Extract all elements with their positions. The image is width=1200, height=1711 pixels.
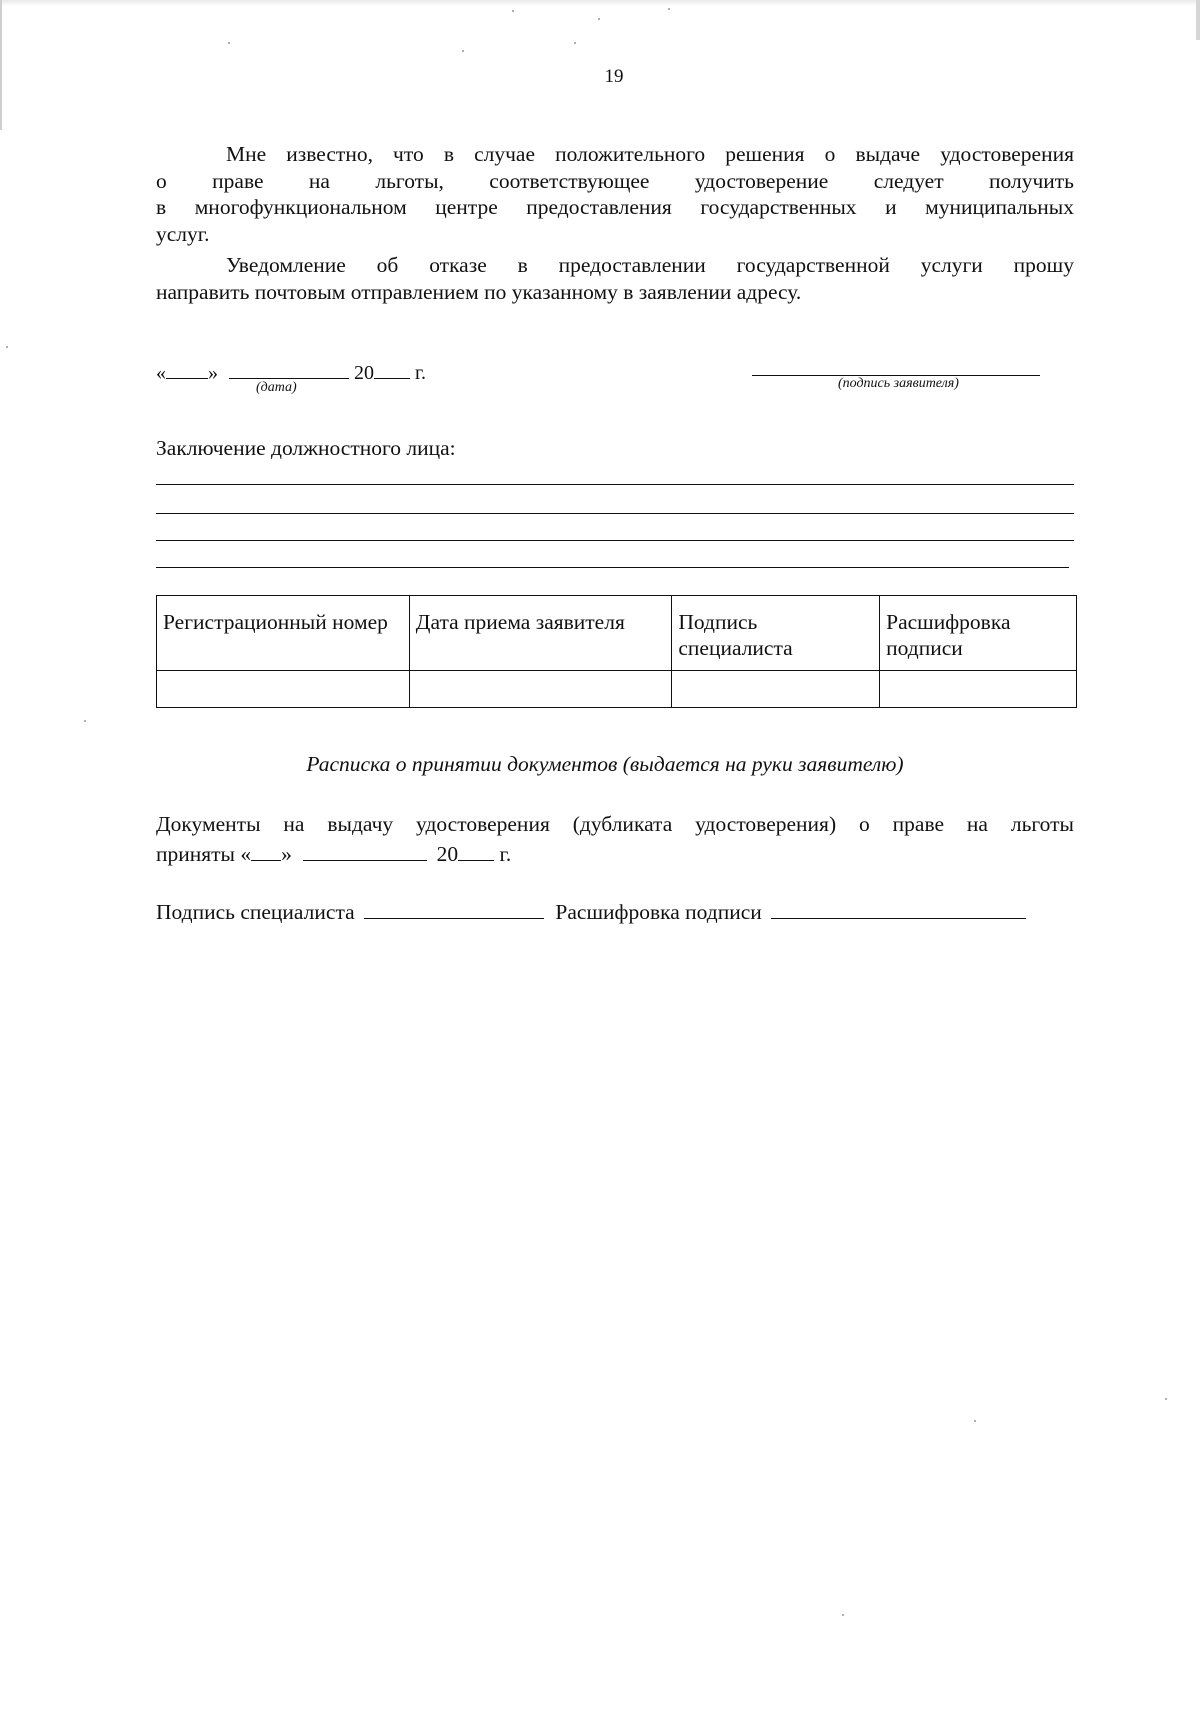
receipt-signature-row (156, 896, 1026, 925)
known-line-2: о праве на льготы, соответствующее удостоверение следует получить (156, 168, 1074, 193)
conclusion-line-1[interactable] (156, 484, 1074, 485)
conclusion-label: Заключение должностного лица: (156, 436, 456, 460)
scan-edge-left (0, 0, 2, 130)
specialist-signature-label: Подпись специалиста (156, 900, 355, 924)
known-paragraph (156, 141, 1074, 247)
scan-speck (84, 720, 86, 722)
specialist-signature-blank[interactable] (364, 896, 544, 919)
registration-table (156, 595, 1077, 708)
scan-speck (842, 1614, 844, 1616)
accepted-label: приняты « (156, 841, 252, 866)
receipt-line-1: Документы на выдачу удостоверения (дубликата удостоверения) о праве на льготы (156, 812, 1074, 836)
page-number: 19 (604, 66, 624, 87)
day-blank[interactable] (166, 356, 208, 379)
header-specialist-signature: Подпись специалиста (672, 596, 880, 671)
receipt-title: Расписка о принятии документов (выдается на руки заявителю) (306, 752, 904, 776)
known-line-1: Мне известно, что в случае положительного решения о выдаче удостоверения (226, 142, 1074, 166)
scan-speck (6, 346, 8, 348)
cell-specialist-signature[interactable] (672, 671, 880, 708)
notice-line-1: Уведомление об отказе в предоставлении государственной услуги прошу (226, 253, 1074, 277)
header-registration-number: Регистрационный номер (157, 596, 410, 671)
conclusion-line-4[interactable] (156, 567, 1069, 568)
known-line-3: в многофункциональном центре предоставления государственных и муниципальных (156, 195, 1074, 219)
conclusion-line-3[interactable] (156, 540, 1074, 541)
scan-speck (598, 18, 600, 20)
known-line-4: услуг. (156, 221, 210, 246)
date-quote-open: « (156, 362, 166, 384)
scan-speck (574, 42, 576, 44)
notice-line-2: направить почтовым отправлением по указанному в заявлении адресу. (156, 279, 802, 304)
month-blank[interactable] (229, 356, 349, 379)
conclusion-line-2[interactable] (156, 513, 1074, 514)
notice-paragraph (156, 252, 1074, 305)
cell-registration-number[interactable] (157, 671, 410, 708)
scan-edge-top (0, 0, 1200, 6)
scan-speck (1165, 1398, 1167, 1400)
date-hint: (дата) (256, 380, 297, 395)
scan-edge-right (1196, 0, 1200, 40)
receipt-paragraph (156, 811, 1074, 867)
table-row (157, 671, 1077, 708)
signature-decode-label: Расшифровка подписи (555, 900, 762, 924)
scan-speck (668, 8, 670, 10)
receipt-year-blank[interactable] (458, 838, 494, 861)
signature-hint: (подпись заявителя) (838, 376, 959, 391)
receipt-day-blank[interactable] (251, 838, 281, 861)
year-blank[interactable] (374, 356, 410, 379)
receipt-year-prefix: 20 (436, 841, 459, 866)
year-prefix: 20 (354, 362, 374, 384)
year-suffix: г. (415, 362, 426, 384)
date-quote-close: » (208, 362, 218, 384)
receipt-month-blank[interactable] (303, 838, 427, 861)
scan-speck (462, 50, 464, 52)
cell-signature-decode[interactable] (880, 671, 1077, 708)
cell-reception-date[interactable] (409, 671, 672, 708)
signature-decode-blank[interactable] (771, 896, 1026, 919)
header-signature-decode: Расшифровка подписи (880, 596, 1077, 671)
table-header-row (157, 596, 1077, 671)
receipt-line-2 (156, 838, 1074, 868)
scan-speck (512, 10, 514, 12)
header-reception-date: Дата приема заявителя (409, 596, 672, 671)
scan-speck (228, 42, 230, 44)
scan-speck (974, 1420, 976, 1422)
receipt-quote-close: » (281, 841, 292, 866)
receipt-year-suffix: г. (499, 841, 512, 866)
